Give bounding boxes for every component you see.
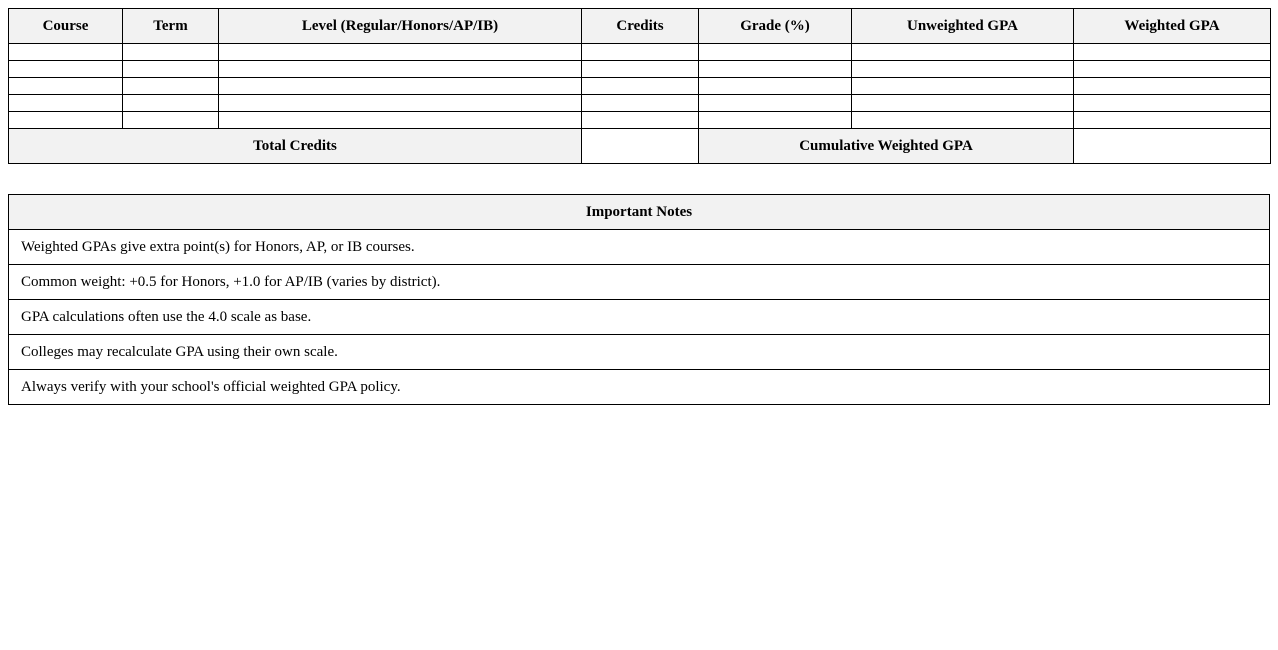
cell-level[interactable] (219, 44, 582, 61)
note-item: GPA calculations often use the 4.0 scale as base. (9, 300, 1270, 335)
notes-header-row (9, 195, 1270, 230)
note-item: Always verify with your school's official weighted GPA policy. (9, 370, 1270, 405)
total-credits-label: Total Credits (9, 129, 582, 164)
page-content (8, 8, 1270, 405)
cell-credits[interactable] (582, 78, 699, 95)
cell-course[interactable] (9, 95, 123, 112)
cell-credits[interactable] (582, 61, 699, 78)
header-level: Level (Regular/Honors/AP/IB) (219, 9, 582, 44)
note-row (9, 370, 1270, 405)
cell-course[interactable] (9, 78, 123, 95)
table-row (9, 44, 1271, 61)
cell-credits[interactable] (582, 95, 699, 112)
cell-term[interactable] (123, 95, 219, 112)
header-course: Course (9, 9, 123, 44)
cell-level[interactable] (219, 61, 582, 78)
cumulative-gpa-value[interactable] (1074, 129, 1271, 164)
cell-grade[interactable] (699, 78, 852, 95)
cell-course[interactable] (9, 61, 123, 78)
cell-term[interactable] (123, 112, 219, 129)
cell-weighted-gpa[interactable] (1074, 112, 1271, 129)
header-weighted-gpa: Weighted GPA (1074, 9, 1271, 44)
cell-unweighted-gpa[interactable] (852, 95, 1074, 112)
cell-term[interactable] (123, 44, 219, 61)
important-notes-table (8, 194, 1270, 405)
note-row (9, 230, 1270, 265)
notes-title: Important Notes (9, 195, 1270, 230)
cell-weighted-gpa[interactable] (1074, 95, 1271, 112)
cell-term[interactable] (123, 61, 219, 78)
cell-grade[interactable] (699, 61, 852, 78)
cell-grade[interactable] (699, 44, 852, 61)
cell-credits[interactable] (582, 44, 699, 61)
cell-course[interactable] (9, 44, 123, 61)
table-row (9, 78, 1271, 95)
gpa-calculator-table (8, 8, 1271, 164)
header-term: Term (123, 9, 219, 44)
header-unweighted-gpa: Unweighted GPA (852, 9, 1074, 44)
total-credits-value[interactable] (582, 129, 699, 164)
cell-level[interactable] (219, 112, 582, 129)
cell-credits[interactable] (582, 112, 699, 129)
cumulative-gpa-label: Cumulative Weighted GPA (699, 129, 1074, 164)
cell-unweighted-gpa[interactable] (852, 61, 1074, 78)
table-row (9, 95, 1271, 112)
gpa-header-row (9, 9, 1271, 44)
cell-term[interactable] (123, 78, 219, 95)
cell-unweighted-gpa[interactable] (852, 78, 1074, 95)
table-row (9, 61, 1271, 78)
note-item: Colleges may recalculate GPA using their own scale. (9, 335, 1270, 370)
cell-grade[interactable] (699, 112, 852, 129)
table-row (9, 112, 1271, 129)
cell-level[interactable] (219, 78, 582, 95)
note-row (9, 335, 1270, 370)
note-row (9, 300, 1270, 335)
cell-unweighted-gpa[interactable] (852, 112, 1074, 129)
cell-weighted-gpa[interactable] (1074, 61, 1271, 78)
cell-unweighted-gpa[interactable] (852, 44, 1074, 61)
cell-weighted-gpa[interactable] (1074, 44, 1271, 61)
header-credits: Credits (582, 9, 699, 44)
note-row (9, 265, 1270, 300)
cell-course[interactable] (9, 112, 123, 129)
cell-level[interactable] (219, 95, 582, 112)
note-item: Weighted GPAs give extra point(s) for Honors, AP, or IB courses. (9, 230, 1270, 265)
cell-weighted-gpa[interactable] (1074, 78, 1271, 95)
note-item: Common weight: +0.5 for Honors, +1.0 for AP/IB (varies by district). (9, 265, 1270, 300)
header-grade: Grade (%) (699, 9, 852, 44)
totals-row (9, 129, 1271, 164)
cell-grade[interactable] (699, 95, 852, 112)
